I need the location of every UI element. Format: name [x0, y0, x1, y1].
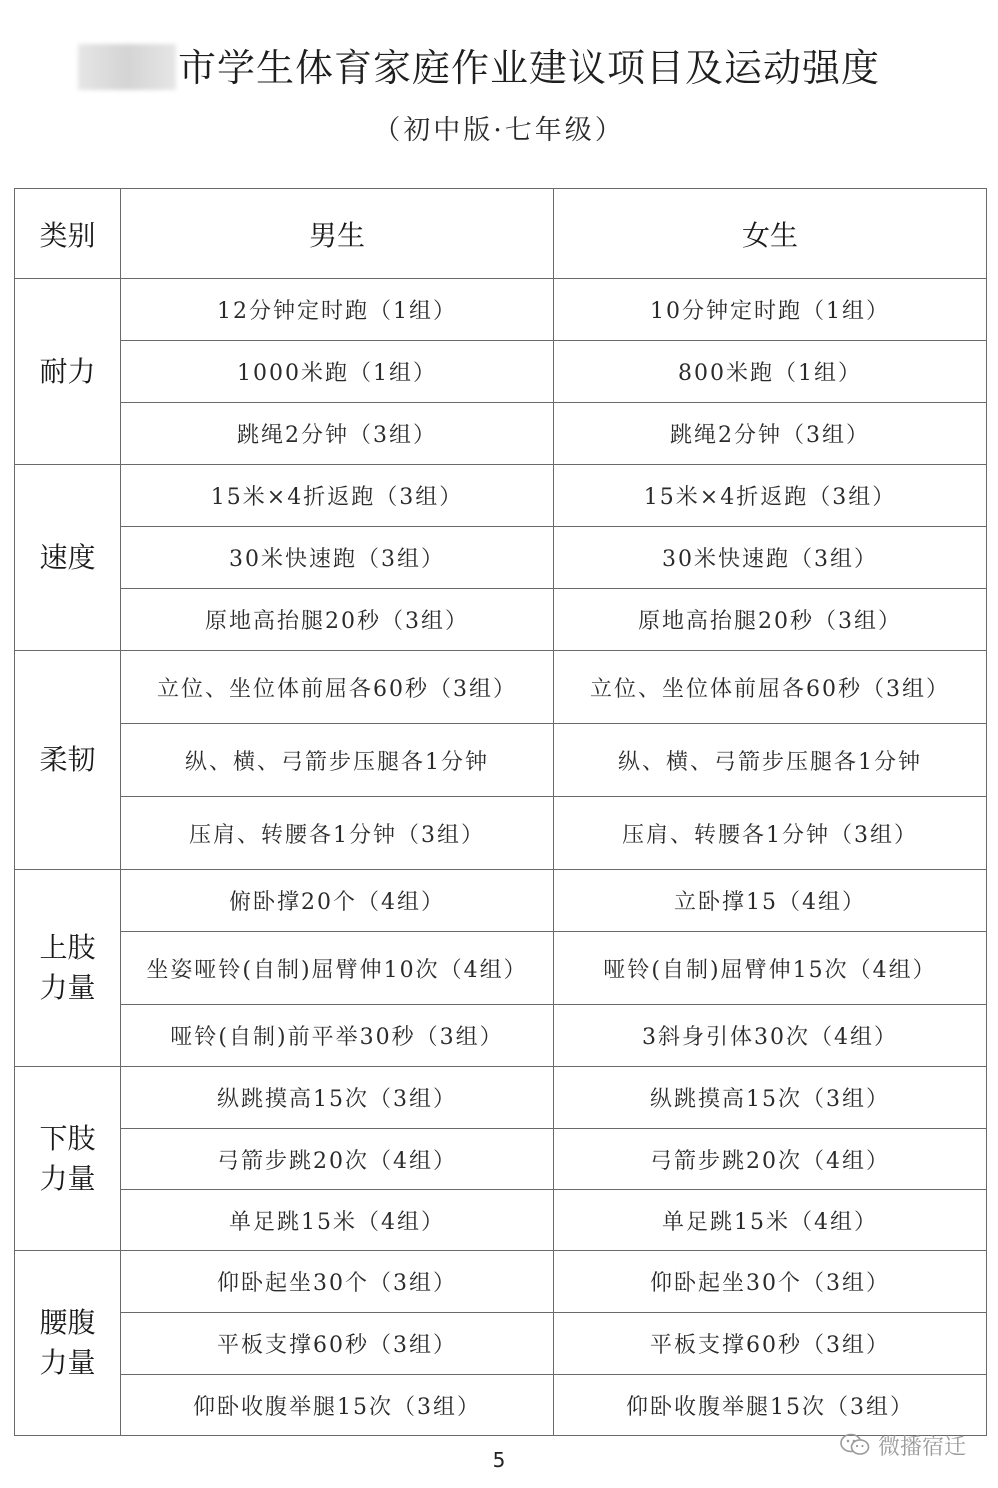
category-cell: 耐力 — [15, 279, 121, 465]
table-row — [15, 651, 987, 724]
boys-item-cell: 15米×4折返跑（3组） — [121, 465, 554, 527]
boys-item-cell: 仰卧收腹举腿15次（3组） — [121, 1375, 554, 1436]
boys-item-cell: 12分钟定时跑（1组） — [121, 279, 554, 341]
girls-item-cell: 10分钟定时跑（1组） — [554, 279, 987, 341]
boys-item-cell: 坐姿哑铃(自制)屈臂伸10次（4组） — [121, 932, 554, 1005]
redacted-city-name — [78, 44, 176, 90]
boys-item-cell: 俯卧撑20个（4组） — [121, 870, 554, 932]
girls-item-cell: 立卧撑15（4组） — [554, 870, 987, 932]
watermark-text: 微播宿迁 — [877, 1434, 966, 1460]
table-row — [15, 1375, 987, 1436]
table-row — [15, 341, 987, 403]
watermark — [840, 1430, 966, 1460]
table-row — [15, 527, 987, 589]
table-row — [15, 589, 987, 651]
exercise-table — [14, 188, 987, 1436]
table-row — [15, 1313, 987, 1375]
boys-item-cell: 跳绳2分钟（3组） — [121, 403, 554, 465]
girls-item-cell: 3斜身引体30次（4组） — [554, 1005, 987, 1067]
page-number: 5 — [492, 1448, 506, 1472]
table-row — [15, 1005, 987, 1067]
boys-item-cell: 平板支撑60秒（3组） — [121, 1313, 554, 1375]
page-title: 市学生体育家庭作业建议项目及运动强度 — [178, 46, 881, 90]
boys-item-cell: 哑铃(自制)前平举30秒（3组） — [121, 1005, 554, 1067]
girls-item-cell: 800米跑（1组） — [554, 341, 987, 403]
girls-item-cell: 纵、横、弓箭步压腿各1分钟 — [554, 724, 987, 797]
girls-item-cell: 跳绳2分钟（3组） — [554, 403, 987, 465]
table-row — [15, 1190, 987, 1251]
table-row — [15, 465, 987, 527]
category-cell: 柔韧 — [15, 651, 121, 870]
boys-item-cell: 压肩、转腰各1分钟（3组） — [121, 797, 554, 870]
boys-item-cell: 仰卧起坐30个（3组） — [121, 1251, 554, 1313]
girls-item-cell: 哑铃(自制)屈臂伸15次（4组） — [554, 932, 987, 1005]
table-row — [15, 1129, 987, 1190]
boys-item-cell: 单足跳15米（4组） — [121, 1190, 554, 1251]
table-body — [15, 279, 987, 1436]
table-row — [15, 1067, 987, 1129]
girls-item-cell: 弓箭步跳20次（4组） — [554, 1129, 987, 1190]
boys-item-cell: 30米快速跑（3组） — [121, 527, 554, 589]
category-cell: 下肢 力量 — [15, 1067, 121, 1251]
category-cell: 腰腹 力量 — [15, 1251, 121, 1436]
girls-item-cell: 纵跳摸高15次（3组） — [554, 1067, 987, 1129]
wechat-icon — [840, 1433, 870, 1457]
category-cell: 上肢 力量 — [15, 870, 121, 1067]
category-cell: 速度 — [15, 465, 121, 651]
girls-item-cell: 平板支撑60秒（3组） — [554, 1313, 987, 1375]
boys-item-cell: 1000米跑（1组） — [121, 341, 554, 403]
boys-item-cell: 立位、坐位体前屈各60秒（3组） — [121, 651, 554, 724]
girls-item-cell: 原地高抬腿20秒（3组） — [554, 589, 987, 651]
girls-item-cell: 15米×4折返跑（3组） — [554, 465, 987, 527]
table-row — [15, 724, 987, 797]
boys-item-cell: 弓箭步跳20次（4组） — [121, 1129, 554, 1190]
table-row — [15, 797, 987, 870]
boys-item-cell: 原地高抬腿20秒（3组） — [121, 589, 554, 651]
girls-item-cell: 压肩、转腰各1分钟（3组） — [554, 797, 987, 870]
table-header-row — [15, 189, 987, 279]
table-row — [15, 403, 987, 465]
boys-item-cell: 纵、横、弓箭步压腿各1分钟 — [121, 724, 554, 797]
boys-item-cell: 纵跳摸高15次（3组） — [121, 1067, 554, 1129]
table-row — [15, 1251, 987, 1313]
girls-item-cell: 仰卧起坐30个（3组） — [554, 1251, 987, 1313]
table-row — [15, 932, 987, 1005]
header-boys: 男生 — [121, 189, 554, 279]
table-row — [15, 279, 987, 341]
girls-item-cell: 单足跳15米（4组） — [554, 1190, 987, 1251]
girls-item-cell: 仰卧收腹举腿15次（3组） — [554, 1375, 987, 1436]
girls-item-cell: 30米快速跑（3组） — [554, 527, 987, 589]
title-area — [0, 38, 998, 98]
header-category: 类别 — [15, 189, 121, 279]
page-subtitle: （初中版·七年级） — [373, 115, 625, 146]
girls-item-cell: 立位、坐位体前屈各60秒（3组） — [554, 651, 987, 724]
table-row — [15, 870, 987, 932]
header-girls: 女生 — [554, 189, 987, 279]
